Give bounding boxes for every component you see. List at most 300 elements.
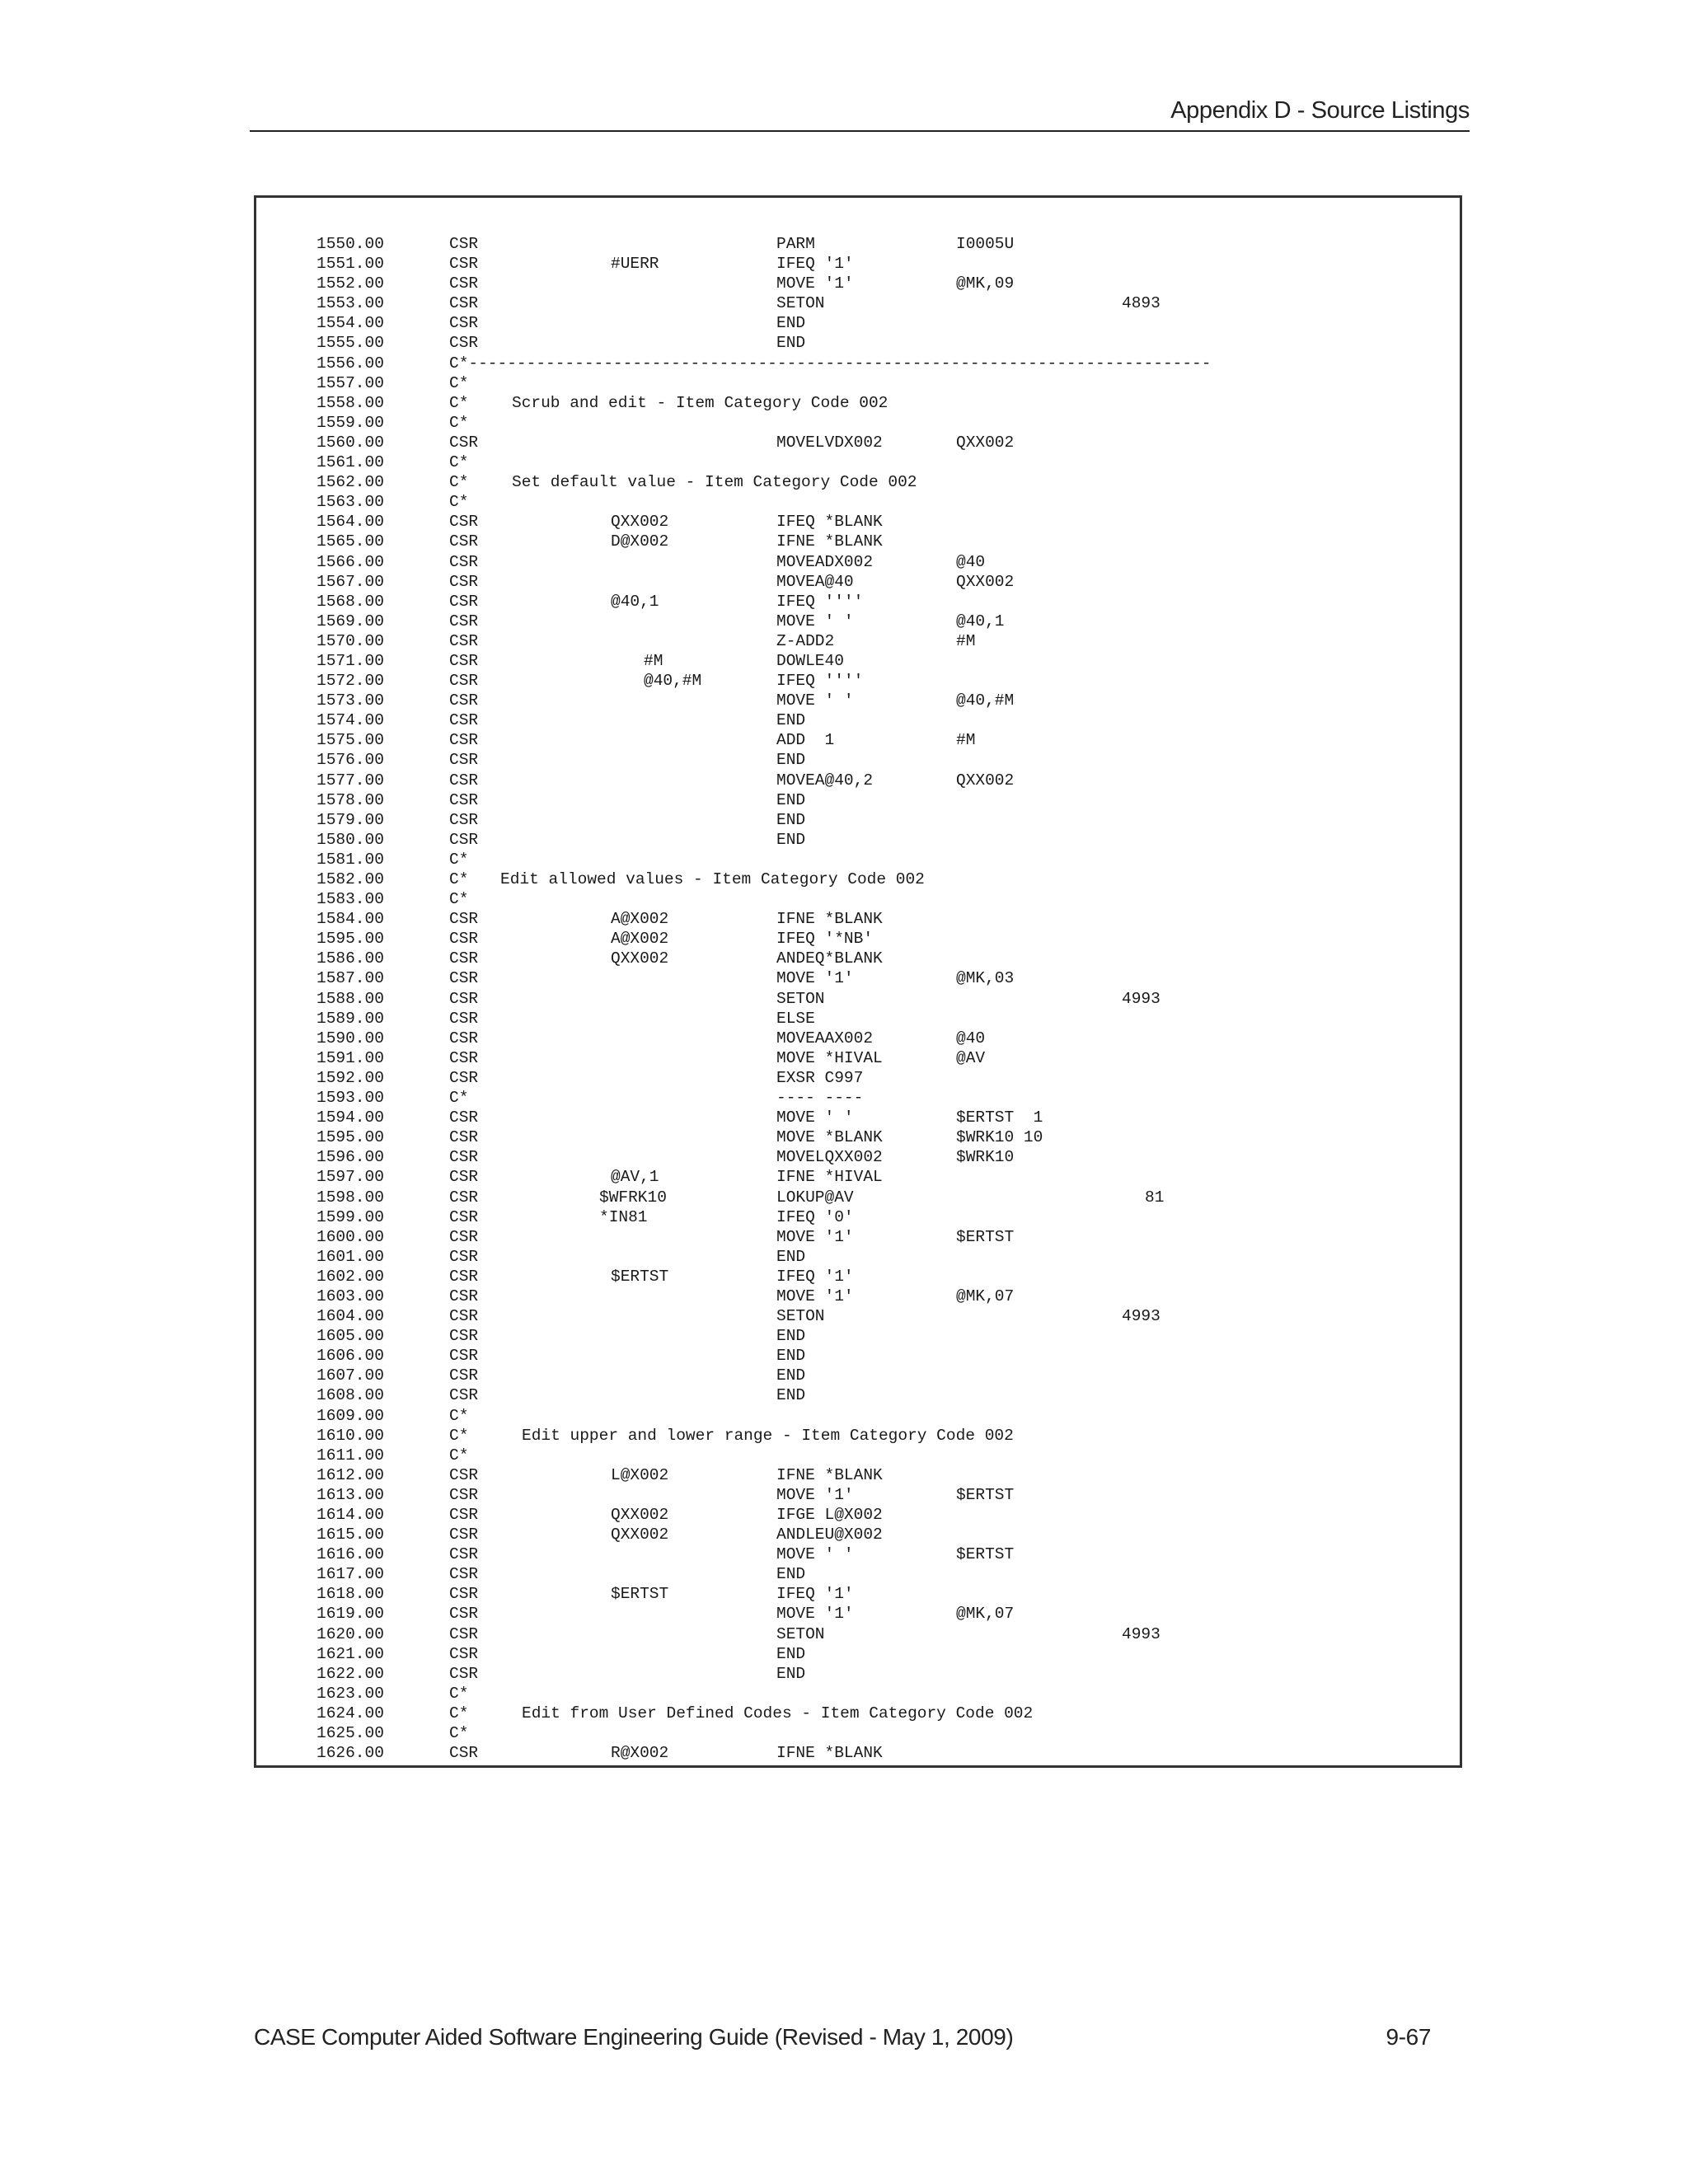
- code-line: [316, 1088, 1460, 1108]
- line-number: 1550.00: [316, 235, 384, 253]
- operation: END: [776, 1386, 806, 1405]
- operation: MOVE '1': [776, 1485, 854, 1504]
- line-number: 1599.00: [316, 1207, 384, 1226]
- line-number: 1608.00: [316, 1386, 384, 1405]
- spec-type: CSR: [449, 294, 479, 313]
- code-line: [316, 1048, 1460, 1068]
- result-field: @40: [956, 1029, 986, 1047]
- line-number: 1576.00: [316, 751, 384, 770]
- code-line: [316, 1525, 1460, 1544]
- spec-type: C*: [449, 1089, 469, 1108]
- operation: MOVE '1': [776, 1227, 854, 1246]
- operation: PARM: [776, 235, 815, 253]
- operation: MOVE ' ': [776, 691, 854, 710]
- code-line: [316, 1684, 1460, 1704]
- line-number: 1584.00: [316, 910, 384, 929]
- code-line: [316, 1505, 1460, 1525]
- spec-type: C*: [449, 1684, 469, 1703]
- operation: IFNE *BLANK: [776, 1744, 883, 1763]
- line-number: 1615.00: [316, 1526, 384, 1544]
- line-number: 1595.00: [316, 1128, 384, 1147]
- code-line: [316, 1267, 1460, 1286]
- code-line: [316, 830, 1460, 850]
- line-number: 1552.00: [316, 274, 384, 293]
- comment: Set default value - Item Category Code 002: [512, 473, 917, 492]
- line-number: 1554.00: [316, 314, 384, 333]
- line-number: 1613.00: [316, 1485, 384, 1504]
- spec-type: C*: [449, 493, 469, 512]
- spec-type: CSR: [449, 672, 479, 691]
- operation: IFEQ '1': [776, 1585, 854, 1604]
- line-number: 1624.00: [316, 1704, 384, 1722]
- spec-type: CSR: [449, 930, 479, 949]
- page-header: [250, 97, 1470, 132]
- comment: Edit allowed values - Item Category Code 002: [500, 870, 925, 888]
- operation: END: [776, 1664, 806, 1683]
- page-number: 9-67: [1386, 2024, 1431, 2050]
- spec-type: CSR: [449, 1347, 479, 1366]
- line-number: 1601.00: [316, 1247, 384, 1266]
- page-footer: [254, 2024, 1431, 2057]
- line-number: 1596.00: [316, 1148, 384, 1167]
- line-number: 1607.00: [316, 1366, 384, 1385]
- code-line: [316, 1306, 1460, 1326]
- line-number: 1614.00: [316, 1506, 384, 1524]
- operation: ---- ----: [776, 1089, 864, 1108]
- line-number: 1591.00: [316, 1048, 384, 1067]
- spec-type: CSR: [449, 1029, 479, 1047]
- spec-type: CSR: [449, 790, 479, 809]
- spec-type: CSR: [449, 314, 479, 333]
- spec-type: CSR: [449, 1267, 479, 1286]
- line-number: 1583.00: [316, 890, 384, 909]
- result-field: $WRK10: [956, 1148, 1015, 1167]
- factor1: $ERTST: [611, 1267, 669, 1286]
- factor1: QXX002: [611, 949, 669, 968]
- line-number: 1618.00: [316, 1585, 384, 1604]
- line-number: 1609.00: [316, 1406, 384, 1425]
- operation: END: [776, 1644, 806, 1663]
- operation: END: [776, 1327, 806, 1346]
- spec-type: C*: [449, 1446, 469, 1465]
- spec-type: CSR: [449, 751, 479, 770]
- code-line: [316, 810, 1460, 830]
- operation: END: [776, 711, 806, 730]
- code-line: [316, 989, 1460, 1009]
- spec-type: CSR: [449, 830, 479, 849]
- operation: SETON: [776, 989, 825, 1008]
- indicators: 4993: [1122, 1624, 1160, 1643]
- operation: END: [776, 1347, 806, 1366]
- code-line: [316, 1227, 1460, 1247]
- operation: END: [776, 1247, 806, 1266]
- spec-type: CSR: [449, 1366, 479, 1385]
- code-line: [316, 354, 1460, 373]
- spec-type: C*: [449, 1406, 469, 1425]
- spec-type: CSR: [449, 1108, 479, 1127]
- line-number: 1598.00: [316, 1188, 384, 1207]
- line-number: 1572.00: [316, 672, 384, 691]
- line-number: 1586.00: [316, 949, 384, 968]
- code-line: [316, 710, 1460, 730]
- spec-type: CSR: [449, 1307, 479, 1326]
- spec-type: CSR: [449, 949, 479, 968]
- factor1: A@X002: [611, 910, 669, 929]
- operation: MOVE *BLANK: [776, 1128, 883, 1147]
- line-number: 1626.00: [316, 1744, 384, 1763]
- spec-type: C*: [449, 850, 469, 869]
- line-number: 1603.00: [316, 1286, 384, 1305]
- line-number: 1568.00: [316, 592, 384, 611]
- operation: END: [776, 314, 806, 333]
- code-line: [316, 373, 1460, 393]
- result-field: $ERTST: [956, 1485, 1015, 1504]
- line-number: 1577.00: [316, 771, 384, 790]
- code-line: [316, 1664, 1460, 1684]
- spec-type: CSR: [449, 612, 479, 630]
- factor1: *IN81: [599, 1207, 648, 1226]
- line-number: 1562.00: [316, 473, 384, 492]
- operation: MOVELVDX002: [776, 433, 883, 452]
- operation: END: [776, 1565, 806, 1584]
- result-field: QXX002: [956, 572, 1015, 591]
- spec-type: CSR: [449, 532, 479, 551]
- operation: END: [776, 334, 806, 353]
- spec-type: CSR: [449, 572, 479, 591]
- line-number: 1617.00: [316, 1565, 384, 1584]
- code-line: [316, 313, 1460, 333]
- code-line: [316, 492, 1460, 512]
- spec-type: CSR: [449, 1624, 479, 1643]
- spec-type: CSR: [449, 731, 479, 750]
- comment: Edit upper and lower range - Item Category Code 002: [522, 1426, 1014, 1445]
- line-number: 1582.00: [316, 870, 384, 888]
- spec-type: CSR: [449, 631, 479, 650]
- indicators: 4893: [1122, 294, 1160, 313]
- operation: ANDEQ*BLANK: [776, 949, 883, 968]
- result-field: @MK,07: [956, 1286, 1015, 1305]
- line-number: 1579.00: [316, 810, 384, 829]
- spec-type: C*: [449, 453, 469, 472]
- spec-type: CSR: [449, 592, 479, 611]
- spec-type: CSR: [449, 1327, 479, 1346]
- spec-type: C*: [449, 413, 469, 432]
- line-number: 1571.00: [316, 651, 384, 670]
- line-number: 1625.00: [316, 1724, 384, 1743]
- code-line: [316, 1366, 1460, 1385]
- operation: IFEQ '0': [776, 1207, 854, 1226]
- code-line: [316, 1426, 1460, 1446]
- line-number: 1581.00: [316, 850, 384, 869]
- spec-type: CSR: [449, 1128, 479, 1147]
- code-line: [316, 1247, 1460, 1267]
- code-line: [316, 949, 1460, 968]
- code-line: [316, 631, 1460, 651]
- line-number: 1619.00: [316, 1605, 384, 1624]
- spec-type: CSR: [449, 1644, 479, 1663]
- operation: MOVE *HIVAL: [776, 1048, 883, 1067]
- result-field: #M: [956, 631, 976, 650]
- spec-type: CSR: [449, 1485, 479, 1504]
- factor1: QXX002: [611, 513, 669, 532]
- spec-type: CSR: [449, 1188, 479, 1207]
- line-number: 1589.00: [316, 1009, 384, 1028]
- spec-type: CSR: [449, 1168, 479, 1187]
- line-number: 1558.00: [316, 393, 384, 412]
- code-line: [316, 1584, 1460, 1604]
- line-number: 1565.00: [316, 532, 384, 551]
- operation: MOVE '1': [776, 1605, 854, 1624]
- spec-type: CSR: [449, 1545, 479, 1564]
- code-line: [316, 393, 1460, 413]
- line-number: 1555.00: [316, 334, 384, 353]
- code-line: [316, 1446, 1460, 1465]
- operation: IFEQ '1': [776, 255, 854, 274]
- operation: END: [776, 810, 806, 829]
- code-line: [316, 1029, 1460, 1048]
- operation: END: [776, 751, 806, 770]
- line-number: 1597.00: [316, 1168, 384, 1187]
- code-line: [316, 552, 1460, 572]
- operation: MOVE '1': [776, 969, 854, 988]
- line-number: 1593.00: [316, 1089, 384, 1108]
- factor1: @AV,1: [611, 1168, 659, 1187]
- code-line: [316, 1009, 1460, 1029]
- operation: MOVELQXX002: [776, 1148, 883, 1167]
- result-field: @MK,03: [956, 969, 1015, 988]
- result-field: @AV: [956, 1048, 986, 1067]
- line-number: 1600.00: [316, 1227, 384, 1246]
- result-field: $WRK10 10: [956, 1128, 1043, 1147]
- operation: ELSE: [776, 1009, 815, 1028]
- result-field: @40,#M: [956, 691, 1015, 710]
- operation: MOVE ' ': [776, 1545, 854, 1564]
- comment: Edit from User Defined Codes - Item Category Code 002: [522, 1704, 1034, 1722]
- code-line: [316, 1188, 1460, 1207]
- factor1: R@X002: [611, 1744, 669, 1763]
- code-line: [316, 1147, 1460, 1167]
- code-line: [316, 790, 1460, 810]
- code-line: [316, 1167, 1460, 1187]
- spec-type: CSR: [449, 235, 479, 253]
- code-line: [316, 909, 1460, 929]
- spec-type: CSR: [449, 691, 479, 710]
- code-line: [316, 889, 1460, 909]
- code-line: [316, 1624, 1460, 1644]
- code-line: [316, 433, 1460, 452]
- factor1: #UERR: [611, 255, 659, 274]
- code-line: [316, 850, 1460, 869]
- code-line: [316, 1108, 1460, 1127]
- spec-type: CSR: [449, 969, 479, 988]
- line-number: 1610.00: [316, 1426, 384, 1445]
- spec-type: C*: [449, 373, 469, 392]
- code-line: [316, 472, 1460, 492]
- code-line: [316, 671, 1460, 691]
- code-line: [316, 333, 1460, 353]
- code-line: [316, 1485, 1460, 1505]
- code-line: [316, 968, 1460, 988]
- result-field: QXX002: [956, 433, 1015, 452]
- operation: MOVE ' ': [776, 1108, 854, 1127]
- code-line: [316, 1704, 1460, 1723]
- result-field: @MK,07: [956, 1605, 1015, 1624]
- line-number: 1588.00: [316, 989, 384, 1008]
- code-line: [316, 1326, 1460, 1346]
- spec-type: CSR: [449, 1247, 479, 1266]
- result-field: @40,1: [956, 612, 1005, 630]
- operation: IFEQ *BLANK: [776, 513, 883, 532]
- operation: END: [776, 1366, 806, 1385]
- code-line: [316, 771, 1460, 790]
- spec-type: C*: [449, 1724, 469, 1743]
- spec-type: CSR: [449, 334, 479, 353]
- code-line: [316, 929, 1460, 949]
- line-number: 1594.00: [316, 1108, 384, 1127]
- operation: END: [776, 790, 806, 809]
- code-line: [316, 691, 1460, 710]
- indicators: 81: [1145, 1188, 1165, 1207]
- line-number: 1606.00: [316, 1347, 384, 1366]
- code-line: [316, 1406, 1460, 1426]
- operation: MOVE '1': [776, 1286, 854, 1305]
- comment: Scrub and edit - Item Category Code 002: [512, 393, 889, 412]
- result-field: QXX002: [956, 771, 1015, 790]
- operation: IFNE *HIVAL: [776, 1168, 883, 1187]
- line-number: 1569.00: [316, 612, 384, 630]
- line-number: 1563.00: [316, 493, 384, 512]
- spec-type: CSR: [449, 1506, 479, 1524]
- result-field: @40: [956, 552, 986, 571]
- line-number: 1595.00: [316, 930, 384, 949]
- line-number: 1602.00: [316, 1267, 384, 1286]
- spec-type: CSR: [449, 1526, 479, 1544]
- line-number: 1561.00: [316, 453, 384, 472]
- code-line: [316, 413, 1460, 433]
- operation: IFEQ '1': [776, 1267, 854, 1286]
- line-number: 1574.00: [316, 711, 384, 730]
- code-line: [316, 572, 1460, 592]
- spec-type: CSR: [449, 1585, 479, 1604]
- line-number: 1604.00: [316, 1307, 384, 1326]
- operation: MOVEA@40: [776, 572, 854, 591]
- factor1: #M: [644, 651, 663, 670]
- spec-type: CSR: [449, 810, 479, 829]
- operation: MOVEADX002: [776, 552, 874, 571]
- operation: MOVEA@40,2: [776, 771, 874, 790]
- indicators: 4993: [1122, 1307, 1160, 1326]
- result-field: $ERTST: [956, 1227, 1015, 1246]
- operation: MOVE ' ': [776, 612, 854, 630]
- spec-type: CSR: [449, 255, 479, 274]
- spec-type: CSR: [449, 989, 479, 1008]
- operation: IFNE *BLANK: [776, 532, 883, 551]
- operation: IFNE *BLANK: [776, 1465, 883, 1484]
- line-number: 1592.00: [316, 1068, 384, 1087]
- code-line: [316, 592, 1460, 612]
- factor1: D@X002: [611, 532, 669, 551]
- code-line: [316, 1723, 1460, 1743]
- line-number: 1622.00: [316, 1664, 384, 1683]
- operation: IFGE L@X002: [776, 1506, 883, 1524]
- operation: EXSR C997: [776, 1068, 864, 1087]
- line-number: 1564.00: [316, 513, 384, 532]
- spec-type: C*: [449, 1704, 469, 1722]
- result-field: #M: [956, 731, 976, 750]
- operation: MOVEAAX002: [776, 1029, 874, 1047]
- source-listing-lines: [316, 234, 1460, 1763]
- code-line: [316, 1604, 1460, 1624]
- spec-type: CSR: [449, 651, 479, 670]
- line-number: 1578.00: [316, 790, 384, 809]
- operation: Z-ADD2: [776, 631, 835, 650]
- code-line: [316, 1286, 1460, 1306]
- operation: SETON: [776, 1307, 825, 1326]
- spec-type: C*: [449, 870, 469, 888]
- code-line: [316, 1644, 1460, 1664]
- line-number: 1551.00: [316, 255, 384, 274]
- spec-type: CSR: [449, 1465, 479, 1484]
- code-line: [316, 1564, 1460, 1584]
- code-line: [316, 1068, 1460, 1088]
- spec-type: C*: [449, 1426, 469, 1445]
- spec-type: CSR: [449, 910, 479, 929]
- factor1: @40,1: [611, 592, 659, 611]
- line-number: 1590.00: [316, 1029, 384, 1047]
- spec-type: CSR: [449, 771, 479, 790]
- code-line: [316, 730, 1460, 750]
- code-line: [316, 1127, 1460, 1147]
- line-number: 1616.00: [316, 1545, 384, 1564]
- factor1: $WFRK10: [599, 1188, 667, 1207]
- code-line: [316, 1544, 1460, 1564]
- line-number: 1567.00: [316, 572, 384, 591]
- operation: ANDLEU@X002: [776, 1526, 883, 1544]
- operation: SETON: [776, 1624, 825, 1643]
- line-number: 1557.00: [316, 373, 384, 392]
- operation: LOKUP@AV: [776, 1188, 854, 1207]
- spec-type: CSR: [449, 1148, 479, 1167]
- factor1: $ERTST: [611, 1585, 669, 1604]
- line-number: 1566.00: [316, 552, 384, 571]
- operation: MOVE '1': [776, 274, 854, 293]
- result-field: @MK,09: [956, 274, 1015, 293]
- factor1: @40,#M: [644, 672, 702, 691]
- spec-type: CSR: [449, 1386, 479, 1405]
- line-number: 1623.00: [316, 1684, 384, 1703]
- code-line: [316, 1207, 1460, 1227]
- code-line: [316, 532, 1460, 551]
- spec-type: CSR: [449, 1048, 479, 1067]
- code-line: [316, 612, 1460, 631]
- divider-rule: C*-----------------------------------------------------------------------------: [449, 354, 1212, 373]
- spec-type: CSR: [449, 433, 479, 452]
- spec-type: CSR: [449, 1565, 479, 1584]
- operation: END: [776, 830, 806, 849]
- spec-type: CSR: [449, 1068, 479, 1087]
- spec-type: C*: [449, 890, 469, 909]
- spec-type: CSR: [449, 1744, 479, 1763]
- code-line: [316, 452, 1460, 472]
- line-number: 1620.00: [316, 1624, 384, 1643]
- code-line: [316, 512, 1460, 532]
- factor1: L@X002: [611, 1465, 669, 1484]
- footer-title: CASE Computer Aided Software Engineering Guide (Revised - May 1, 2009): [254, 2024, 1014, 2050]
- line-number: 1560.00: [316, 433, 384, 452]
- operation: SETON: [776, 294, 825, 313]
- code-line: [316, 750, 1460, 770]
- code-line: [316, 1743, 1460, 1763]
